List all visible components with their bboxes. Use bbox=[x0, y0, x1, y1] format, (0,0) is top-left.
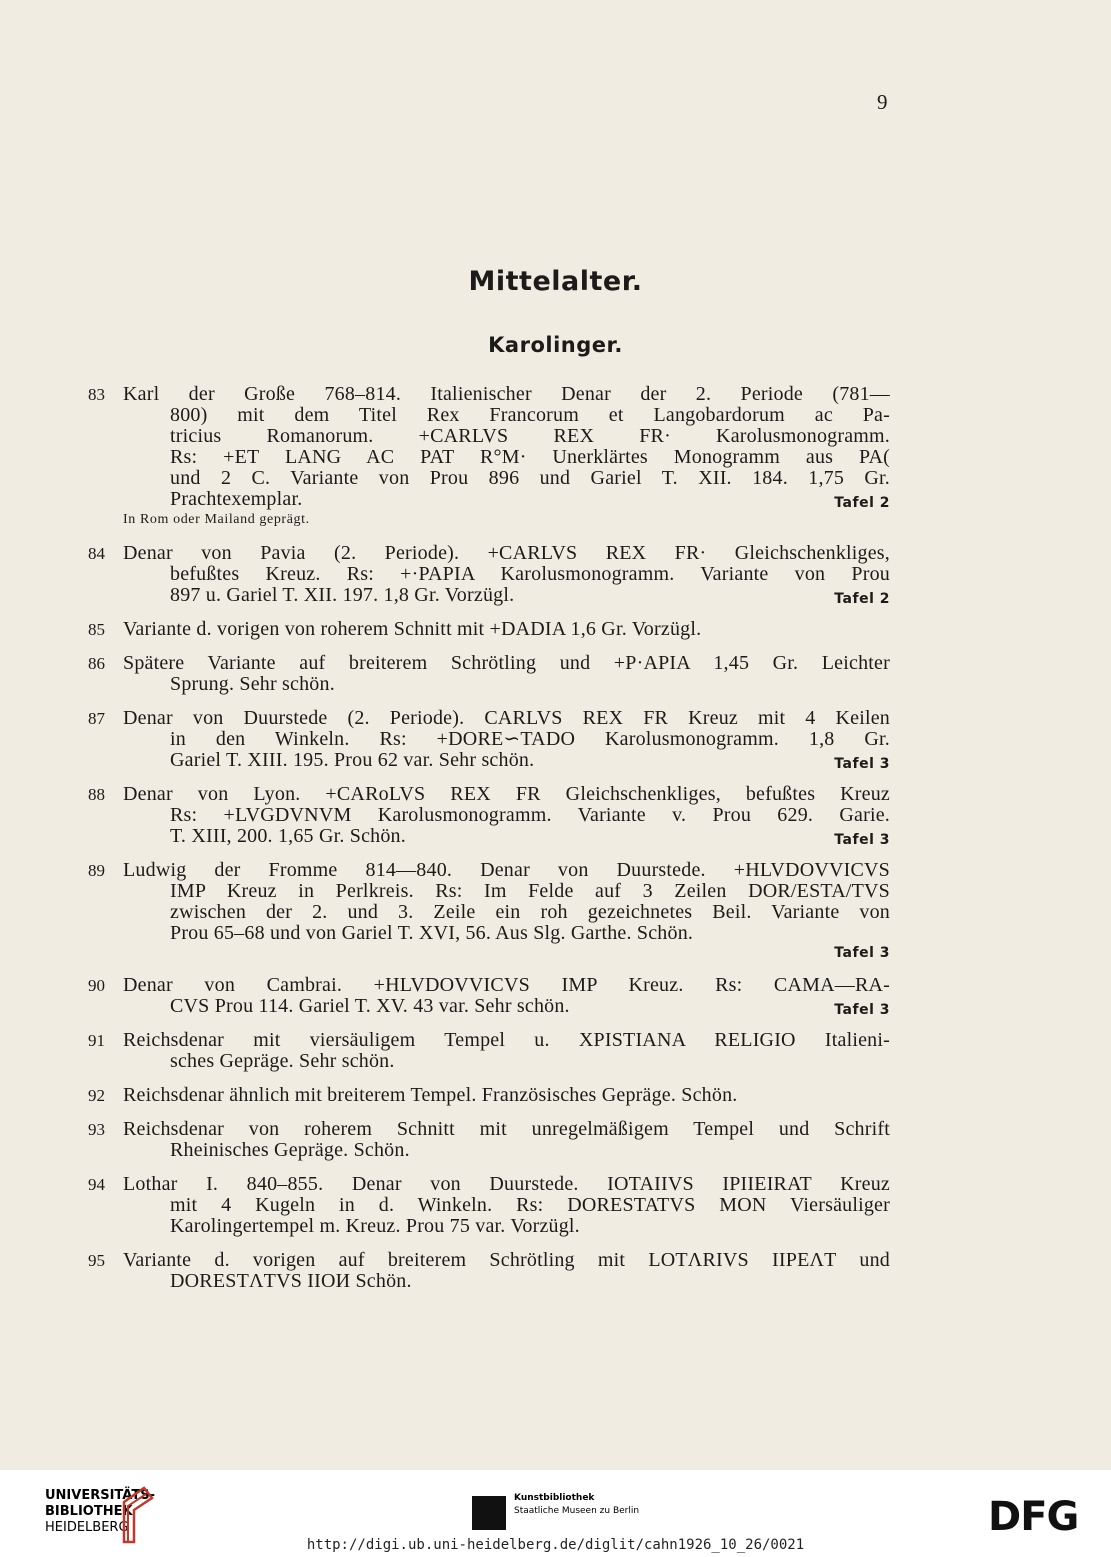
entry-number: 91 bbox=[88, 1031, 105, 1050]
entry-text-line: Spätere Variante auf breiterem Schrötling und +P·APIA 1,45 Gr. Leichter bbox=[123, 652, 890, 674]
library-line: UNIVERSITÄTS- bbox=[45, 1488, 155, 1503]
entry-number: 89 bbox=[88, 861, 105, 880]
catalog-entry bbox=[88, 975, 890, 1017]
dfg-logo[interactable]: DFG bbox=[988, 1494, 1079, 1540]
entry-text-line: Ludwig der Fromme 814—840. Denar von Duurstede. +HLVDOVVICVS bbox=[123, 859, 890, 881]
plate-reference: Tafel 3 bbox=[834, 945, 890, 961]
entry-text-line: Denar von Lyon. +CARoLVS REX FR Gleichschenkliges, befußtes Kreuz bbox=[123, 783, 890, 805]
entry-number: 83 bbox=[88, 385, 105, 404]
entry-text-line: tricius Romanorum. +CARLVS REX FR· Karolusmonogramm. bbox=[170, 425, 890, 447]
entry-text-line: Variante d. vorigen von roherem Schnitt mit +DADIA 1,6 Gr. Vorzügl. bbox=[123, 618, 702, 640]
entry-number: 95 bbox=[88, 1251, 105, 1270]
page-number: 9 bbox=[877, 90, 888, 114]
plate-reference: Tafel 3 bbox=[834, 832, 890, 848]
catalog-entry bbox=[88, 1085, 890, 1106]
catalog-entry bbox=[88, 384, 890, 530]
entry-text-line: Variante d. vorigen auf breiterem Schrötling mit LOTΛRIVS IIPEΛT und bbox=[123, 1249, 890, 1271]
entry-text-line: Prachtexemplar. Tafel 2 bbox=[88, 489, 890, 510]
permalink[interactable]: http://digi.ub.uni-heidelberg.de/diglit/cahn1926_10_26/0021 bbox=[306, 1537, 805, 1553]
entry-text-line: Rs: +LVGDVNVM Karolusmonogramm. Variante v. Prou 629. Garie. bbox=[170, 804, 890, 826]
entry-text-line: 800) mit dem Titel Rex Francorum et Langobardorum ac Pa- bbox=[170, 404, 890, 426]
entry-text-line: Denar von Duurstede (2. Periode). CARLVS REX FR Kreuz mit 4 Keilen bbox=[123, 707, 890, 729]
entry-text-line: Reichsdenar von roherem Schnitt mit unregelmäßigem Tempel und Schrift bbox=[123, 1118, 890, 1140]
entry-text-line: Karl der Große 768–814. Italienischer Denar der 2. Periode (781— bbox=[123, 383, 890, 405]
entry-text-line: Rheinisches Gepräge. Schön. bbox=[170, 1139, 410, 1161]
entry-text-line: Lothar I. 840–855. Denar von Duurstede. IOTAIIVS IPIIEIRAT Kreuz bbox=[123, 1173, 890, 1195]
entry-number: 85 bbox=[88, 620, 105, 639]
entry-number: 90 bbox=[88, 976, 105, 995]
plate-reference: Tafel 3 bbox=[834, 756, 890, 772]
section-subtitle: Karolinger. bbox=[488, 333, 623, 357]
kunstbibliothek-title: Kunstbibliothek bbox=[514, 1493, 595, 1503]
catalog-entry bbox=[88, 860, 890, 962]
entry-text-line: Sprung. Sehr schön. bbox=[170, 673, 335, 695]
kunstbibliothek-subtitle: Staatliche Museen zu Berlin bbox=[514, 1506, 640, 1516]
catalog-entry bbox=[88, 1030, 890, 1072]
catalog-entry bbox=[88, 653, 890, 695]
page-title: Mittelalter. bbox=[468, 266, 643, 297]
entry-text-line: und 2 C. Variante von Prou 896 und Gariel T. XII. 184. 1,75 Gr. bbox=[170, 467, 890, 489]
entry-text-line: sches Gepräge. Sehr schön. bbox=[170, 1050, 395, 1072]
entry-number: 88 bbox=[88, 785, 105, 804]
catalog-entry bbox=[88, 1174, 890, 1237]
library-line: BIBLIOTHEK bbox=[45, 1504, 133, 1519]
entry-text-line: Rs: +ET LANG AC PAT R°M· Unerklärtes Monogramm aus PA( bbox=[170, 446, 890, 468]
catalog-entry bbox=[88, 708, 890, 771]
entry-text-line: IMP Kreuz in Perlkreis. Rs: Im Felde auf 3 Zeilen DOR/ESTA/TVS bbox=[170, 880, 890, 902]
entry-text-line: Denar von Cambrai. +HLVDOVVICVS IMP Kreuz. Rs: CAMA—RA- bbox=[123, 974, 890, 996]
entry-number: 93 bbox=[88, 1120, 105, 1139]
entry-number: 94 bbox=[88, 1175, 105, 1194]
catalog-entry bbox=[88, 784, 890, 847]
entry-text-line: T. XIII, 200. 1,65 Gr. Schön. Tafel 3 bbox=[88, 826, 890, 847]
library-mark-icon bbox=[114, 1484, 154, 1544]
catalog-entry bbox=[88, 619, 890, 640]
entry-text-line: mit 4 Kugeln in d. Winkeln. Rs: DORESTATVS MON Viersäuliger bbox=[170, 1194, 890, 1216]
catalog-entry bbox=[88, 543, 890, 606]
entry-text-line: CVS Prou 114. Gariel T. XV. 43 var. Sehr schön. Tafel 3 bbox=[88, 996, 890, 1017]
entry-text-line: Reichsdenar mit viersäuligem Tempel u. XPISTIANA RELIGIO Italieni- bbox=[123, 1029, 890, 1051]
plate-reference: Tafel 2 bbox=[834, 495, 890, 511]
entry-number: 86 bbox=[88, 654, 105, 673]
catalog-entries bbox=[88, 384, 890, 1305]
entry-text-line: zwischen der 2. und 3. Zeile ein roh gezeichnetes Beil. Variante von bbox=[170, 901, 890, 923]
entry-note: In Rom oder Mailand geprägt. bbox=[123, 512, 310, 527]
entry-text-line: Reichsdenar ähnlich mit breiterem Tempel. Französisches Gepräge. Schön. bbox=[123, 1084, 738, 1106]
entry-number: 92 bbox=[88, 1086, 105, 1105]
entry-text-line: Karolingertempel m. Kreuz. Prou 75 var. Vorzügl. bbox=[170, 1215, 580, 1237]
entry-text-line: Denar von Pavia (2. Periode). +CARLVS REX FR· Gleichschenkliges, bbox=[123, 542, 890, 564]
entry-text-line: 897 u. Gariel T. XII. 197. 1,8 Gr. Vorzügl. Tafel 2 bbox=[88, 585, 890, 606]
entry-text-line: in den Winkeln. Rs: +DORE∽TADO Karolusmonogramm. 1,8 Gr. bbox=[170, 728, 890, 750]
plate-reference: Tafel 2 bbox=[834, 591, 890, 607]
entry-number: 87 bbox=[88, 709, 105, 728]
entry-number: 84 bbox=[88, 544, 105, 563]
library-line: HEIDELBERG bbox=[45, 1520, 129, 1535]
catalog-entry bbox=[88, 1119, 890, 1161]
footer bbox=[0, 1470, 1111, 1557]
catalog-entry bbox=[88, 1250, 890, 1292]
entry-text-line: Gariel T. XIII. 195. Prou 62 var. Sehr schön. Tafel 3 bbox=[88, 750, 890, 771]
kunstbibliothek-square-icon bbox=[472, 1496, 506, 1530]
entry-text-line: DORESTΛTVS IIOИ Schön. bbox=[170, 1270, 412, 1292]
entry-text-line: befußtes Kreuz. Rs: +·PAPIA Karolusmonogramm. Variante von Prou bbox=[170, 563, 890, 585]
entry-text-line: Prou 65–68 und von Gariel T. XVI, 56. Aus Slg. Garthe. Schön. bbox=[170, 922, 694, 944]
plate-reference: Tafel 3 bbox=[834, 1002, 890, 1018]
